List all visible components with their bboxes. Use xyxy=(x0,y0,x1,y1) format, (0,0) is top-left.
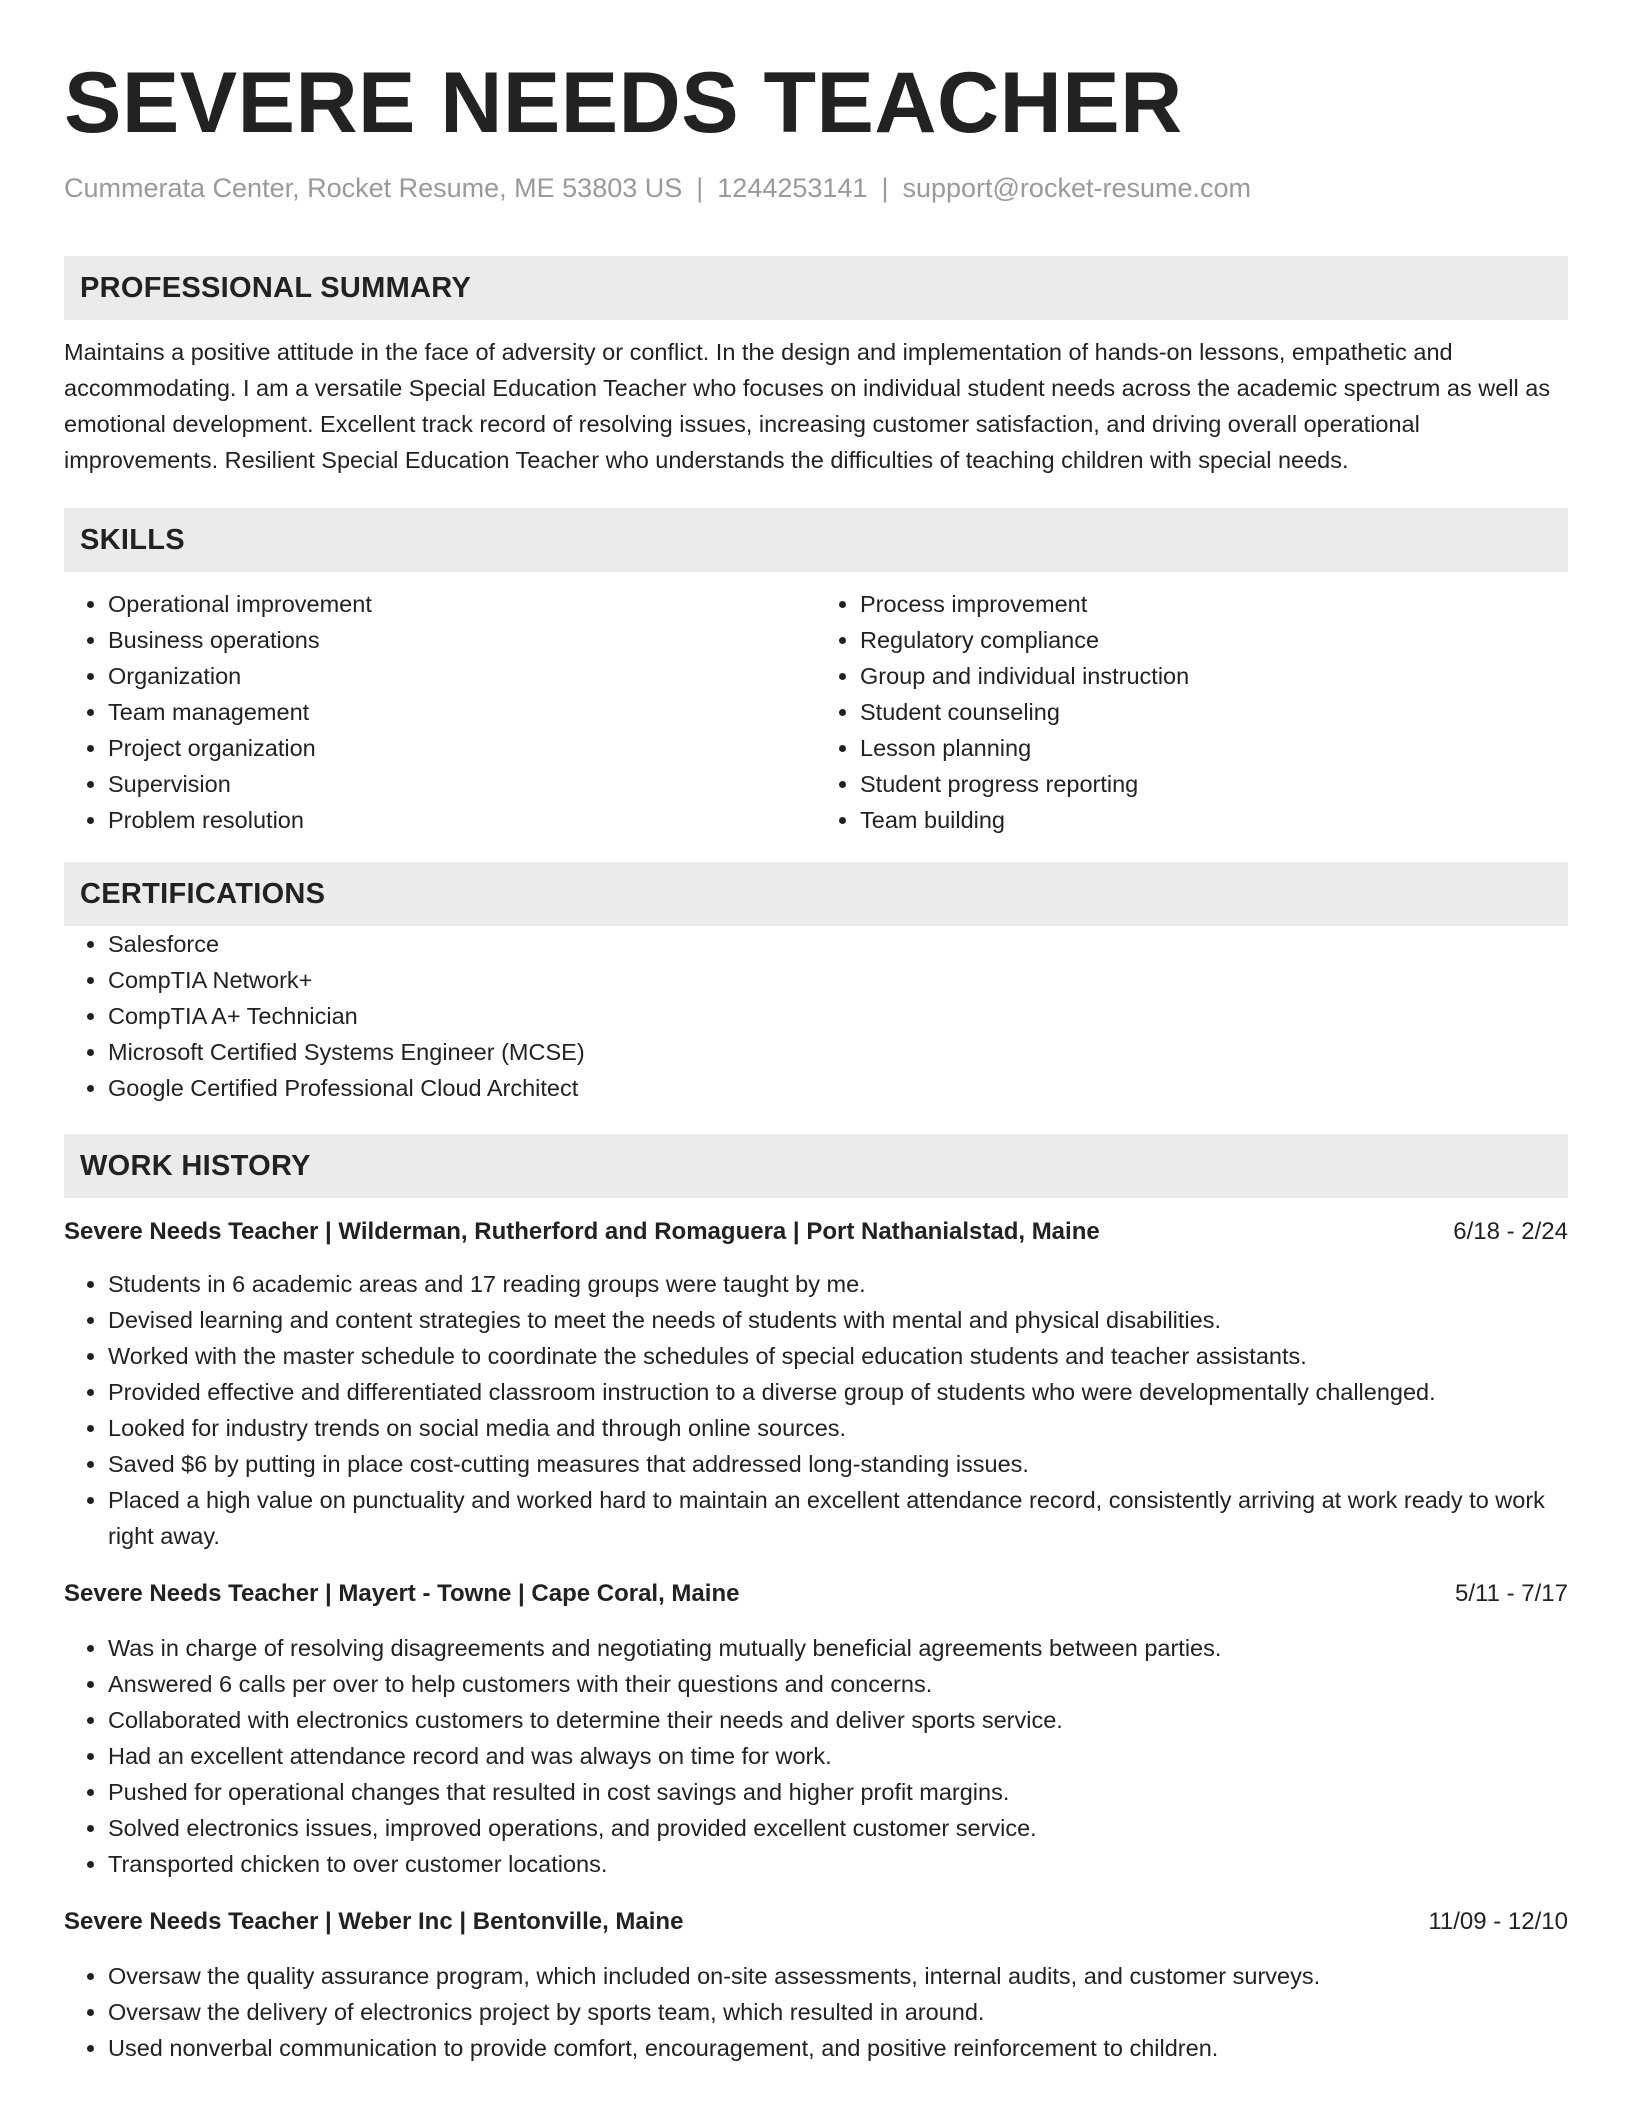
contact-separator: | xyxy=(881,173,889,203)
job-bullet: • Collaborated with electronics customers to determine their needs and deliver sports service. xyxy=(108,1702,1568,1738)
job-bullet: • Was in charge of resolving disagreements and negotiating mutually beneficial agreements between parties. xyxy=(108,1630,1568,1666)
certification-item: • Salesforce xyxy=(108,926,1568,962)
job-header xyxy=(64,1214,1568,1250)
skill-item: • Student progress reporting xyxy=(860,766,1568,802)
skill-item: • Process improvement xyxy=(860,586,1568,622)
job-header xyxy=(64,1576,1568,1612)
contact-phone: 1244253141 xyxy=(717,173,868,203)
certification-item: • CompTIA Network+ xyxy=(108,962,1568,998)
job-bullet: • Provided effective and differentiated classroom instruction to a diverse group of students who were developmentally challenged. xyxy=(108,1374,1568,1410)
skill-item: • Supervision xyxy=(108,766,816,802)
job-dates: 11/09 - 12/10 xyxy=(1428,1908,1568,1935)
job-title: Severe Needs Teacher | Wilderman, Rutherford and Romaguera | Port Nathanialstad, Maine xyxy=(64,1218,1100,1245)
job-bullet: • Pushed for operational changes that resulted in cost savings and higher profit margins. xyxy=(108,1774,1568,1810)
resume-page xyxy=(64,0,1568,2066)
skill-item: • Problem resolution xyxy=(108,802,816,838)
job-title: Severe Needs Teacher | Mayert - Towne | Cape Coral, Maine xyxy=(64,1580,740,1607)
job-bullet: • Answered 6 calls per over to help customers with their questions and concerns. xyxy=(108,1666,1568,1702)
job-bullet: • Students in 6 academic areas and 17 reading groups were taught by me. xyxy=(108,1266,1568,1302)
skill-item: • Team building xyxy=(860,802,1568,838)
skill-item: • Regulatory compliance xyxy=(860,622,1568,658)
skills-list-left xyxy=(64,586,816,838)
resume-name: SEVERE NEEDS TEACHER xyxy=(64,55,1183,151)
skill-item: • Organization xyxy=(108,658,816,694)
skill-item: • Lesson planning xyxy=(860,730,1568,766)
skill-item: • Team management xyxy=(108,694,816,730)
job-entry xyxy=(64,1576,1568,1882)
job-bullets xyxy=(64,1630,1568,1882)
skill-item: • Student counseling xyxy=(860,694,1568,730)
job-bullet: • Worked with the master schedule to coordinate the schedules of special education students and teacher assistants. xyxy=(108,1338,1568,1374)
certification-item: • CompTIA A+ Technician xyxy=(108,998,1568,1034)
job-bullet: • Saved $6 by putting in place cost-cutting measures that addressed long-standing issues. xyxy=(108,1446,1568,1482)
job-entry xyxy=(64,1214,1568,1554)
section-heading-skills: SKILLS xyxy=(64,508,1568,572)
job-bullet: • Oversaw the delivery of electronics project by sports team, which resulted in around. xyxy=(108,1994,1568,2030)
contact-separator: | xyxy=(696,173,704,203)
contact-email[interactable]: support@rocket-resume.com xyxy=(902,173,1251,203)
job-bullet: • Transported chicken to over customer locations. xyxy=(108,1846,1568,1882)
job-bullets xyxy=(64,1266,1568,1554)
skill-item: • Business operations xyxy=(108,622,816,658)
contact-line xyxy=(64,170,1568,206)
summary-text: Maintains a positive attitude in the face of adversity or conflict. In the design and implementation of hands-on lessons, empathetic and accommodating. I am a versatile Special Education Teacher who focuses on individual student needs across the academic spectrum as well as emotional development. Excellent track record of resolving issues, increasing customer satisfaction, and driving overall operational improvements. Resilient Special Education Teacher who understands the difficulties of teaching children with special needs. xyxy=(64,339,1551,473)
job-bullet: • Placed a high value on punctuality and worked hard to maintain an excellent attendance record, consistently arriving at work ready to work right away. xyxy=(108,1482,1568,1554)
skill-item: • Group and individual instruction xyxy=(860,658,1568,694)
job-bullet: • Solved electronics issues, improved operations, and provided excellent customer service. xyxy=(108,1810,1568,1846)
job-dates: 5/11 - 7/17 xyxy=(1455,1580,1568,1607)
certification-item: • Google Certified Professional Cloud Architect xyxy=(108,1070,1568,1106)
skill-item: • Operational improvement xyxy=(108,586,816,622)
job-header xyxy=(64,1904,1568,1940)
job-bullet: • Had an excellent attendance record and was always on time for work. xyxy=(108,1738,1568,1774)
job-bullet: • Used nonverbal communication to provide comfort, encouragement, and positive reinforcement to children. xyxy=(108,2030,1568,2066)
certifications-list xyxy=(64,926,1568,1106)
skill-item: • Project organization xyxy=(108,730,816,766)
job-bullet: • Oversaw the quality assurance program, which included on-site assessments, internal audits, and customer surveys. xyxy=(108,1958,1568,1994)
job-bullet: • Devised learning and content strategies to meet the needs of students with mental and physical disabilities. xyxy=(108,1302,1568,1338)
section-heading-work-history: WORK HISTORY xyxy=(64,1134,1568,1198)
certification-item: • Microsoft Certified Systems Engineer (MCSE) xyxy=(108,1034,1568,1070)
section-heading-certifications: CERTIFICATIONS xyxy=(64,862,1568,926)
job-bullet: • Looked for industry trends on social media and through online sources. xyxy=(108,1410,1568,1446)
job-dates: 6/18 - 2/24 xyxy=(1453,1218,1568,1245)
skills-list-right xyxy=(816,586,1568,838)
section-heading-summary: PROFESSIONAL SUMMARY xyxy=(64,256,1568,320)
job-entry xyxy=(64,1904,1568,2066)
contact-address: Cummerata Center, Rocket Resume, ME 53803 US xyxy=(64,173,683,203)
job-title: Severe Needs Teacher | Weber Inc | Bentonville, Maine xyxy=(64,1908,684,1935)
skills-columns xyxy=(64,586,1568,838)
job-bullets xyxy=(64,1958,1568,2066)
